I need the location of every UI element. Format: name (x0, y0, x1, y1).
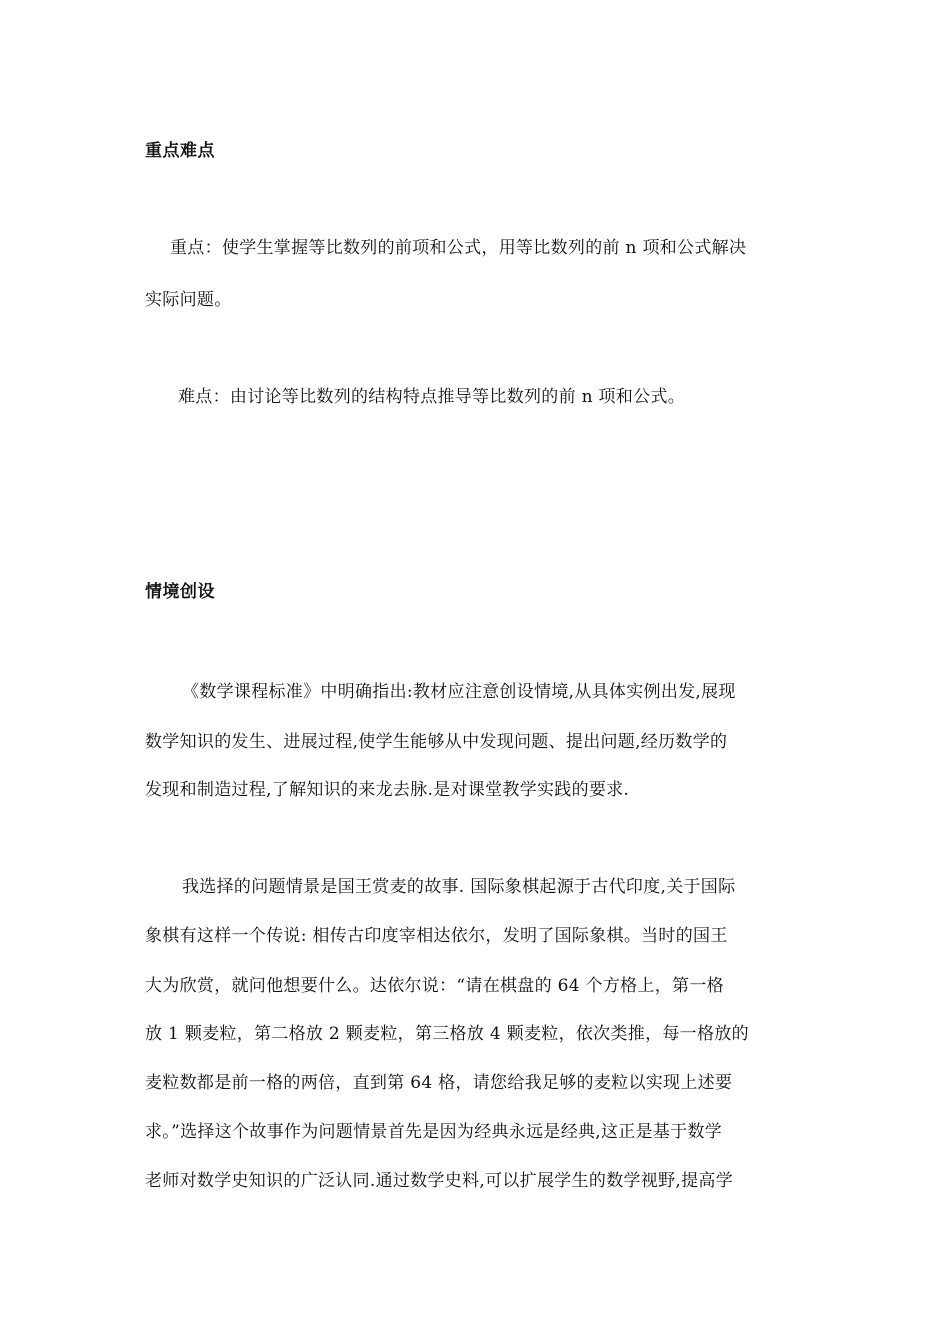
section-heading-key-points: 重点难点 (145, 141, 215, 161)
paragraph2-line-4: 放 1 颗麦粒，第二格放 2 颗麦粒，第三格放 4 颗麦粒，依次类推，每一格放的 (145, 1024, 749, 1044)
paragraph2-line-6: 求。”选择这个故事作为问题情景首先是因为经典永远是经典,这正是基于数学 (145, 1122, 723, 1142)
paragraph2-line-3: 大为欣赏，就问他想要什么。达依尔说：“请在棋盘的 64 个方格上，第一格 (145, 976, 724, 996)
paragraph2-line-5: 麦粒数都是前一格的两倍，直到第 64 格，请您给我足够的麦粒以实现上述要 (145, 1073, 733, 1093)
section-heading-scenario: 情境创设 (145, 582, 215, 602)
paragraph2-line-1: 我选择的问题情景是国王赏麦的故事. 国际象棋起源于古代印度,关于国际 (182, 877, 736, 897)
paragraph1-line-1: 《数学课程标准》中明确指出:教材应注意创设情境,从具体实例出发,展现 (182, 682, 736, 702)
difficulty-line-1: 难点：由讨论等比数列的结构特点推导等比数列的前 n 项和公式。 (178, 387, 686, 407)
paragraph2-line-2: 象棋有这样一个传说: 相传古印度宰相达依尔，发明了国际象棋。当时的国王 (145, 926, 728, 946)
paragraph1-line-3: 发现和制造过程,了解知识的来龙去脉.是对课堂教学实践的要求. (145, 780, 630, 800)
paragraph1-line-2: 数学知识的发生、进展过程,使学生能够从中发现问题、提出问题,经历数学的 (145, 732, 728, 752)
paragraph2-line-7: 老师对数学史知识的广泛认同.通过数学史料,可以扩展学生的数学视野,提高学 (145, 1171, 734, 1191)
key-point-line-2: 实际问题。 (145, 290, 232, 310)
key-point-line-1: 重点：使学生掌握等比数列的前项和公式，用等比数列的前 n 项和公式解决 (170, 238, 747, 258)
